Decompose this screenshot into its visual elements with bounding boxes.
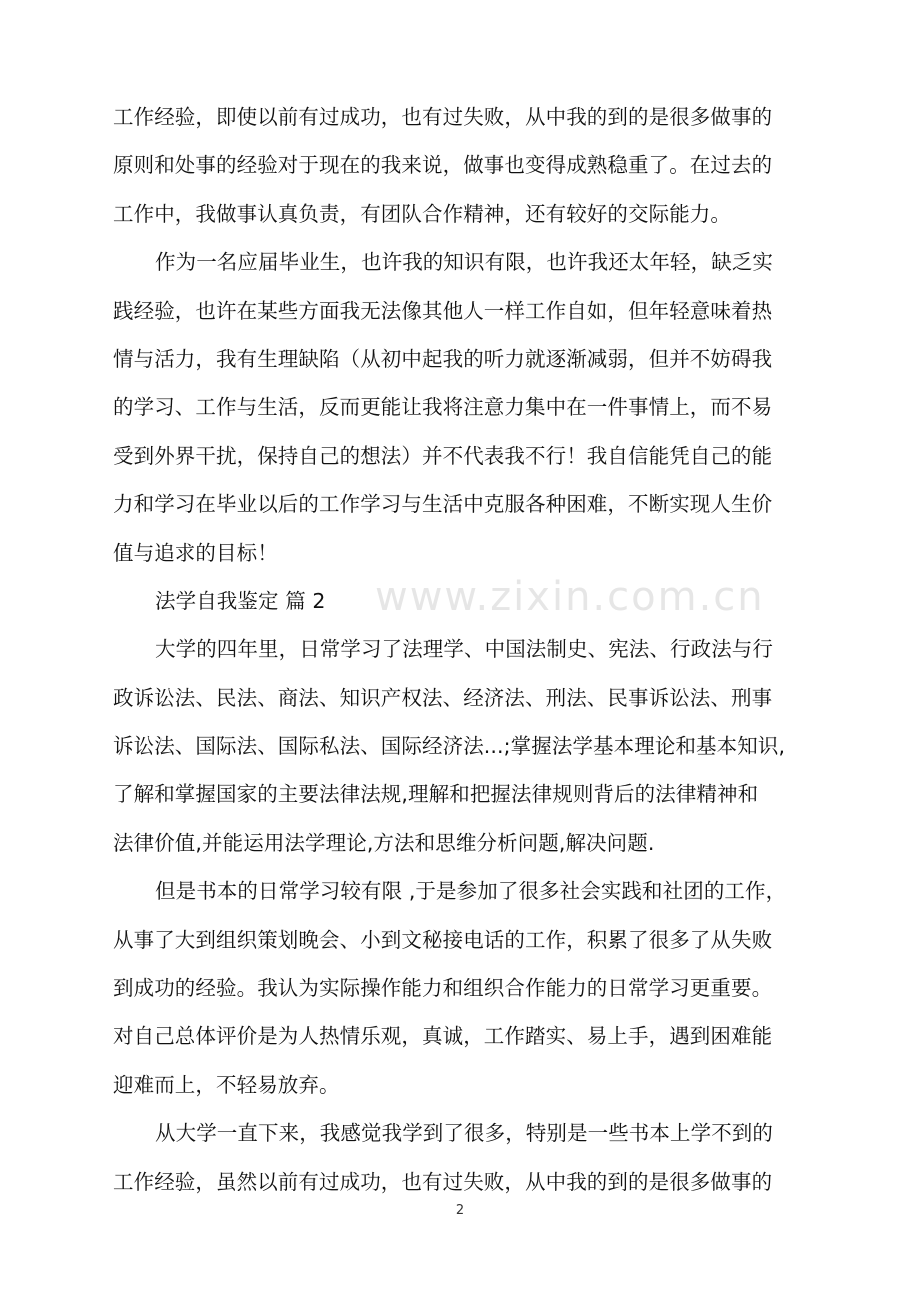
paragraph-start-line: 但是书本的日常学习较有限 ,于是参加了很多社会实践和社团的工作， xyxy=(155,879,787,904)
paragraph-start-line: 从大学一直下来，我感觉我学到了很多，特别是一些书本上学不到的 xyxy=(155,1121,773,1146)
text-line: 到成功的经验。我认为实际操作能力和组织合作能力的日常学习更重要。 xyxy=(113,976,773,1001)
text-line: 迎难而上，不轻易放弃。 xyxy=(113,1072,340,1097)
text-line: 政诉讼法、民法、商法、知识产权法、经济法、刑法、民事诉讼法、刑事 xyxy=(113,685,773,710)
watermark: www.zixin.com.cn xyxy=(375,574,765,620)
text-line: 工作中，我做事认真负责，有团队合作精神，还有较好的交际能力。 xyxy=(113,201,731,226)
text-line: 值与追求的目标！ xyxy=(113,540,278,565)
page-number: 2 xyxy=(455,1203,465,1218)
text-line: 力和学习在毕业以后的工作学习与生活中克服各种困难，不断实现人生价 xyxy=(113,492,773,517)
text-line: 的学习、工作与生活，反而更能让我将注意力集中在一件事情上，而不易 xyxy=(113,395,773,420)
text-line: 工作经验，即使以前有过成功，也有过失败，从中我的到的是很多做事的 xyxy=(113,105,773,129)
text-line: 对自己总体评价是为人热情乐观，真诚，工作踏实、易上手，遇到困难能 xyxy=(113,1024,773,1049)
text-line: 原则和处事的经验对于现在的我来说，做事也变得成熟稳重了。在过去的 xyxy=(113,153,773,178)
text-line: 法律价值,并能运用法学理论,方法和思维分析问题,解决问题. xyxy=(113,830,655,855)
text-line: 情与活力，我有生理缺陷（从初中起我的听力就逐渐减弱，但并不妨碍我 xyxy=(113,346,773,371)
text-line: 了解和掌握国家的主要法律法规,理解和把握法律规则背后的法律精神和 xyxy=(113,782,759,807)
text-line: 践经验，也许在某些方面我无法像其他人一样工作自如，但年轻意味着热 xyxy=(113,298,773,323)
text-line: 诉讼法、国际法、国际私法、国际经济法...;掌握法学基本理论和基本知识, xyxy=(113,734,786,759)
text-line: 受到外界干扰，保持自己的想法）并不代表我不行！我自信能凭自己的能 xyxy=(113,443,773,468)
paragraph-start-line: 作为一名应届毕业生，也许我的知识有限，也许我还太年轻，缺乏实 xyxy=(155,250,773,275)
text-line: 从事了大到组织策划晚会、小到文秘接电话的工作，积累了很多了从失败 xyxy=(113,927,773,952)
document-body xyxy=(113,93,808,1206)
paragraph-start-line: 大学的四年里，日常学习了法理学、中国法制史、宪法、行政法与行 xyxy=(155,637,773,662)
section-heading: 法学自我鉴定 篇 2 xyxy=(155,588,326,613)
text-line: 工作经验，虽然以前有过成功，也有过失败，从中我的到的是很多做事的 xyxy=(113,1169,773,1194)
